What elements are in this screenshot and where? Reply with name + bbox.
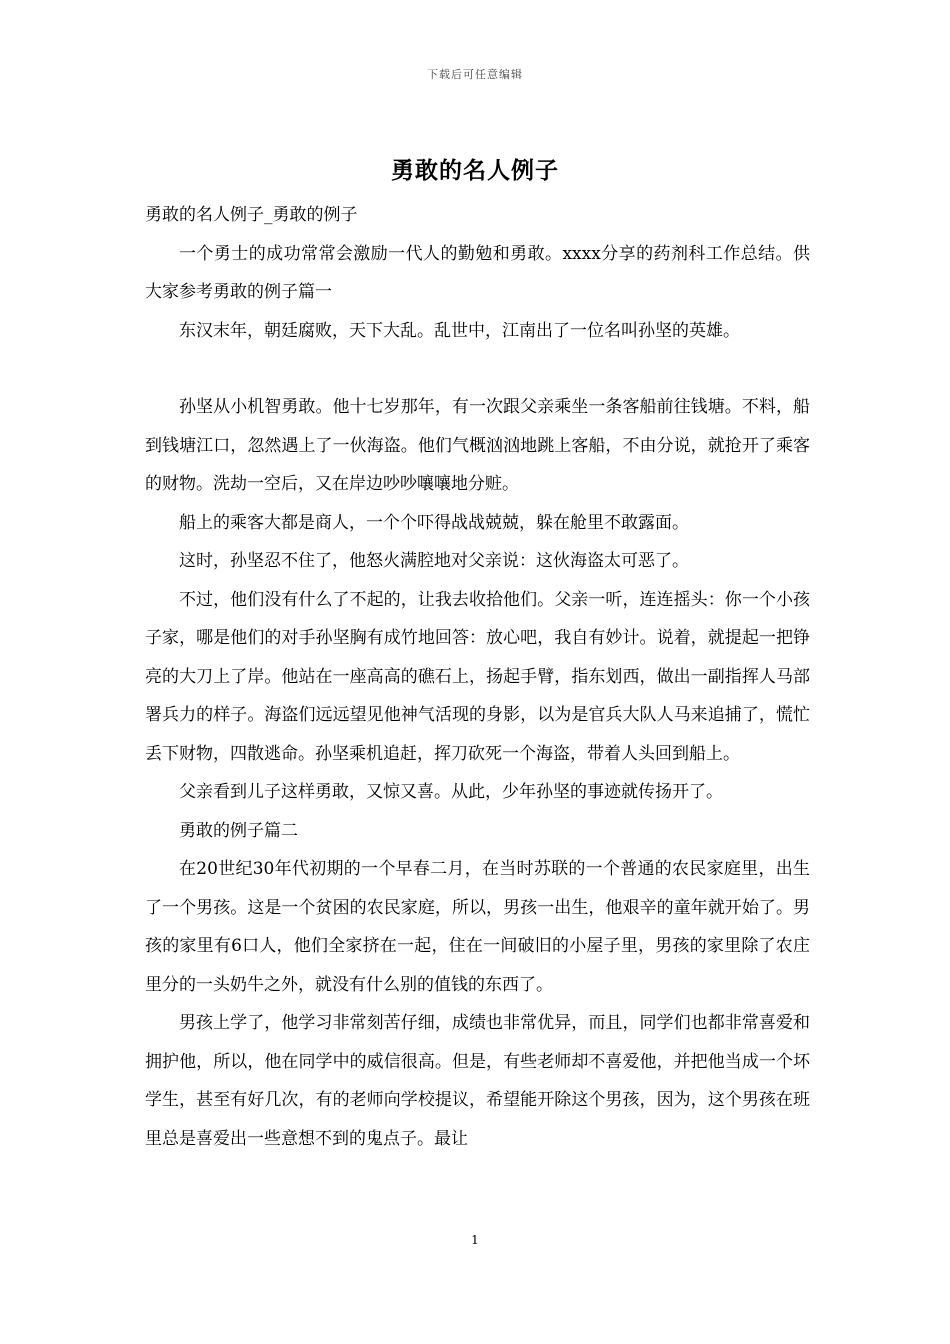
document-title: 勇敢的名人例子 <box>391 157 559 184</box>
paragraph-sun-jian-plan: 不过，他们没有什么了不起的，让我去收拾他们。父亲一听，连连摇头：你一个小孩子家，哪是他们的对手孙坚胸有成竹地回答：放心吧，我自有妙计。说着，就提起一把铮亮的大刀上了岸。他站在一座高高的礁石上，扬起手臂，指东划西，做出一副指挥人马部署兵力的样子。海盗们远远望见他神气活现的身影，以为是官兵大队人马来追捕了，慌忙丢下财物，四散逃命。孙坚乘机追赶，挥刀砍死一个海盗，带着人头回到船上。 <box>145 589 810 764</box>
page-header-note: 下载后可任意编辑 <box>427 68 523 81</box>
section-heading-example-two: 勇敢的例子篇二 <box>179 820 298 841</box>
paragraph-father-reaction: 父亲看到儿子这样勇敢，又惊又喜。从此，少年孙坚的事迹就传扬开了。 <box>179 782 723 802</box>
paragraph-boy-school: 男孩上学了，他学习非常刻苦仔细，成绩也非常优异，而且，同学们也都非常喜爱和拥护他，所以，他在同学中的威信很高。但是，有些老师却不喜爱他，并把他当成一个坏学生，甚至有好几次，有的老师向学校提议，希望能开除这个男孩，因为，这个男孩在班里总是喜爱出一些意想不到的鬼点子。最让 <box>145 1013 810 1149</box>
page-number: 1 <box>471 1233 479 1247</box>
paragraph-eastern-han: 东汉末年，朝廷腐败，天下大乱。乱世中，江南出了一位名叫孙坚的英雄。 <box>179 320 740 341</box>
document-subtitle: 勇敢的名人例子_勇敢的例子 <box>145 205 358 225</box>
paragraph-sun-jian-speaks: 这时，孙坚忍不住了，他怒火满腔地对父亲说：这伙海盗太可恶了。 <box>179 551 689 571</box>
paragraph-passengers: 船上的乘客大都是商人，一个个吓得战战兢兢，躲在舱里不敢露面。 <box>179 512 689 533</box>
document-body <box>145 196 810 1158</box>
paragraph-peasant-boy: 在20世纪30年代初期的一个早春二月，在当时苏联的一个普通的农民家庭里，出生了一个男孩。这是一个贫困的农民家庭，所以，男孩一出生，他艰辛的童年就开始了。男孩的家里有6口人，他们全家挤在一起，住在一间破旧的小屋子里，男孩的家里除了农庄里分的一头奶牛之外，就没有什么别的值钱的东西了。 <box>145 859 810 995</box>
blank-line <box>145 350 810 388</box>
paragraph-intro: 一个勇士的成功常常会激励一代人的勤勉和勇敢。xxxx分享的药剂科工作总结。供大家参考勇敢的例子篇一 <box>145 243 810 302</box>
paragraph-sun-jian-pirates: 孙坚从小机智勇敢。他十七岁那年，有一次跟父亲乘坐一条客船前往钱塘。不料，船到钱塘江口，忽然遇上了一伙海盗。他们气概汹汹地跳上客船，不由分说，就抢开了乘客的财物。洗劫一空后，又在岸边吵吵嚷嚷地分赃。 <box>145 397 810 494</box>
